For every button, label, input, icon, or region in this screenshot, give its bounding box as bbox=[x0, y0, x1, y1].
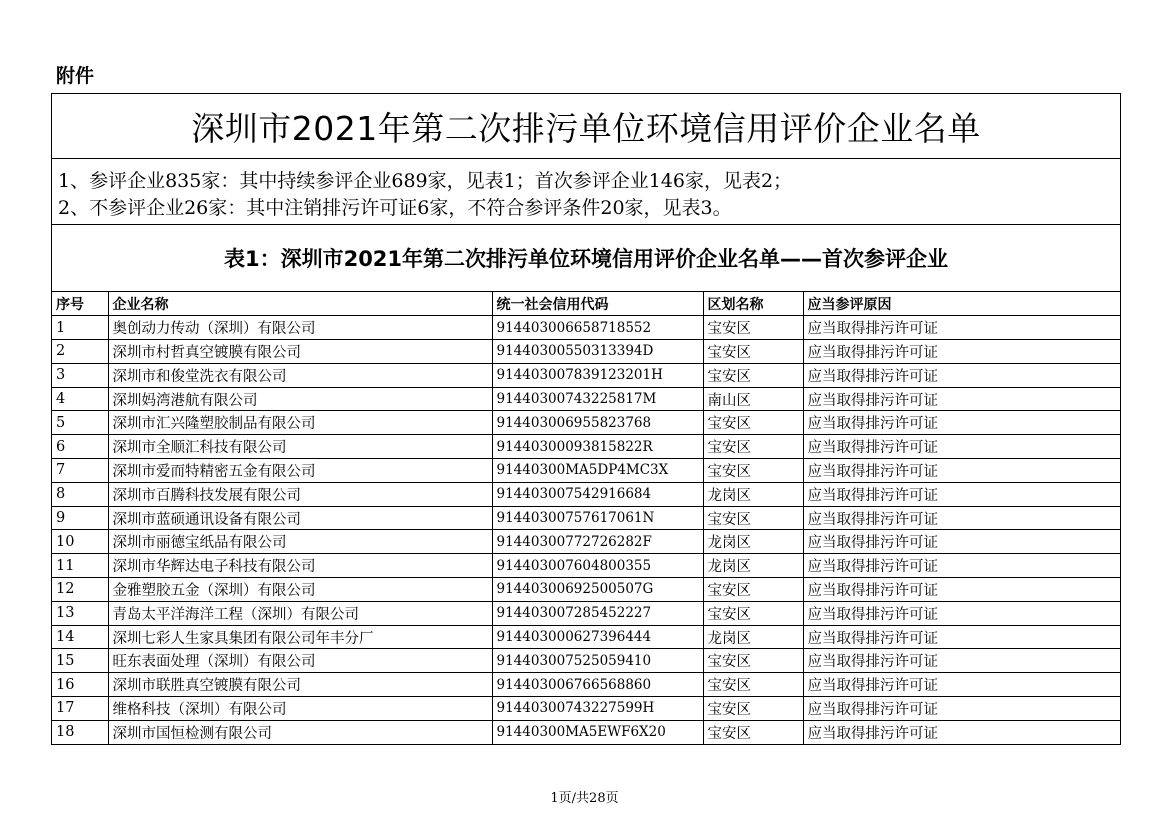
company-name: 金雅塑胶五金（深圳）有限公司 bbox=[108, 578, 492, 602]
reason: 应当取得排污许可证 bbox=[803, 363, 1120, 387]
company-table bbox=[52, 292, 1120, 744]
district: 宝安区 bbox=[703, 578, 803, 602]
district: 宝安区 bbox=[703, 316, 803, 340]
row-index: 4 bbox=[52, 387, 108, 411]
company-name: 深圳七彩人生家具集团有限公司年丰分厂 bbox=[108, 625, 492, 649]
row-index: 15 bbox=[52, 649, 108, 673]
row-index: 7 bbox=[52, 459, 108, 483]
credit-code: 914403007542916684 bbox=[492, 482, 703, 506]
company-name: 维格科技（深圳）有限公司 bbox=[108, 697, 492, 721]
district: 龙岗区 bbox=[703, 530, 803, 554]
credit-code: 91440300093815822R bbox=[492, 435, 703, 459]
district: 龙岗区 bbox=[703, 482, 803, 506]
company-name: 深圳市蓝硕通讯设备有限公司 bbox=[108, 506, 492, 530]
reason: 应当取得排污许可证 bbox=[803, 601, 1120, 625]
reason: 应当取得排污许可证 bbox=[803, 720, 1120, 744]
row-index: 3 bbox=[52, 363, 108, 387]
reason: 应当取得排污许可证 bbox=[803, 340, 1120, 364]
table-row bbox=[52, 673, 1120, 697]
title-box bbox=[52, 94, 1120, 159]
company-name: 深圳市丽德宝纸品有限公司 bbox=[108, 530, 492, 554]
credit-code: 914403007525059410 bbox=[492, 649, 703, 673]
credit-code: 91440300550313394D bbox=[492, 340, 703, 364]
row-index: 11 bbox=[52, 554, 108, 578]
credit-code: 91440300743227599H bbox=[492, 697, 703, 721]
note-line: 1、参评企业835家：其中持续参评企业689家，见表1；首次参评企业146家，见表2； bbox=[58, 170, 793, 192]
row-index: 9 bbox=[52, 506, 108, 530]
table-header-row bbox=[52, 292, 1120, 316]
document-frame bbox=[51, 93, 1121, 745]
table-row bbox=[52, 578, 1120, 602]
row-index: 8 bbox=[52, 482, 108, 506]
table-row bbox=[52, 697, 1120, 721]
row-index: 12 bbox=[52, 578, 108, 602]
credit-code: 914403000627396444 bbox=[492, 625, 703, 649]
credit-code: 914403006766568860 bbox=[492, 673, 703, 697]
column-header-index: 序号 bbox=[52, 292, 108, 316]
credit-code: 91440300743225817M bbox=[492, 387, 703, 411]
table-row bbox=[52, 387, 1120, 411]
company-name: 深圳妈湾港航有限公司 bbox=[108, 387, 492, 411]
company-name: 深圳市爱而特精密五金有限公司 bbox=[108, 459, 492, 483]
notes-block bbox=[52, 159, 1120, 225]
table-row bbox=[52, 649, 1120, 673]
company-name: 深圳市和俊堂洗衣有限公司 bbox=[108, 363, 492, 387]
table-row bbox=[52, 459, 1120, 483]
district: 宝安区 bbox=[703, 720, 803, 744]
district: 宝安区 bbox=[703, 649, 803, 673]
company-name: 奥创动力传动（深圳）有限公司 bbox=[108, 316, 492, 340]
credit-code: 914403006658718552 bbox=[492, 316, 703, 340]
page-title: 深圳市2021年第二次排污单位环境信用评价企业名单 bbox=[191, 108, 981, 148]
column-header-reason: 应当参评原因 bbox=[803, 292, 1120, 316]
note-line: 2、不参评企业26家：其中注销排污许可证6家，不符合参评条件20家，见表3。 bbox=[58, 197, 732, 219]
table-row bbox=[52, 530, 1120, 554]
column-header-company: 企业名称 bbox=[108, 292, 492, 316]
row-index: 17 bbox=[52, 697, 108, 721]
table-row bbox=[52, 601, 1120, 625]
table-row bbox=[52, 411, 1120, 435]
reason: 应当取得排污许可证 bbox=[803, 673, 1120, 697]
company-name: 深圳市汇兴隆塑胶制品有限公司 bbox=[108, 411, 492, 435]
district: 宝安区 bbox=[703, 673, 803, 697]
attachment-label: 附件 bbox=[56, 65, 95, 87]
row-index: 18 bbox=[52, 720, 108, 744]
reason: 应当取得排污许可证 bbox=[803, 578, 1120, 602]
table-body bbox=[52, 316, 1120, 744]
credit-code: 914403006955823768 bbox=[492, 411, 703, 435]
table-row bbox=[52, 554, 1120, 578]
company-name: 深圳市全顺汇科技有限公司 bbox=[108, 435, 492, 459]
page-number: 1页/共28页 bbox=[550, 791, 619, 806]
row-index: 2 bbox=[52, 340, 108, 364]
reason: 应当取得排污许可证 bbox=[803, 411, 1120, 435]
reason: 应当取得排污许可证 bbox=[803, 506, 1120, 530]
table-row bbox=[52, 363, 1120, 387]
company-name: 深圳市百腾科技发展有限公司 bbox=[108, 482, 492, 506]
reason: 应当取得排污许可证 bbox=[803, 530, 1120, 554]
district: 宝安区 bbox=[703, 363, 803, 387]
table-row bbox=[52, 435, 1120, 459]
column-header-credit-code: 统一社会信用代码 bbox=[492, 292, 703, 316]
company-name: 深圳市华辉达电子科技有限公司 bbox=[108, 554, 492, 578]
table-row bbox=[52, 506, 1120, 530]
row-index: 1 bbox=[52, 316, 108, 340]
credit-code: 91440300692500507G bbox=[492, 578, 703, 602]
company-name: 深圳市村哲真空镀膜有限公司 bbox=[108, 340, 492, 364]
district: 南山区 bbox=[703, 387, 803, 411]
credit-code: 91440300MA5DP4MC3X bbox=[492, 459, 703, 483]
company-name: 深圳市国恒检测有限公司 bbox=[108, 720, 492, 744]
district: 龙岗区 bbox=[703, 554, 803, 578]
district: 龙岗区 bbox=[703, 625, 803, 649]
reason: 应当取得排污许可证 bbox=[803, 316, 1120, 340]
reason: 应当取得排污许可证 bbox=[803, 482, 1120, 506]
district: 宝安区 bbox=[703, 601, 803, 625]
credit-code: 91440300772726282F bbox=[492, 530, 703, 554]
credit-code: 91440300757617061N bbox=[492, 506, 703, 530]
company-name: 旺东表面处理（深圳）有限公司 bbox=[108, 649, 492, 673]
reason: 应当取得排污许可证 bbox=[803, 459, 1120, 483]
row-index: 6 bbox=[52, 435, 108, 459]
table-title-box bbox=[52, 225, 1120, 292]
credit-code: 914403007839123201H bbox=[492, 363, 703, 387]
row-index: 10 bbox=[52, 530, 108, 554]
table-row bbox=[52, 340, 1120, 364]
credit-code: 914403007604800355 bbox=[492, 554, 703, 578]
district: 宝安区 bbox=[703, 506, 803, 530]
reason: 应当取得排污许可证 bbox=[803, 649, 1120, 673]
district: 宝安区 bbox=[703, 459, 803, 483]
row-index: 5 bbox=[52, 411, 108, 435]
reason: 应当取得排污许可证 bbox=[803, 625, 1120, 649]
table-row bbox=[52, 316, 1120, 340]
district: 宝安区 bbox=[703, 411, 803, 435]
district: 宝安区 bbox=[703, 697, 803, 721]
row-index: 14 bbox=[52, 625, 108, 649]
reason: 应当取得排污许可证 bbox=[803, 387, 1120, 411]
reason: 应当取得排污许可证 bbox=[803, 697, 1120, 721]
row-index: 16 bbox=[52, 673, 108, 697]
table-row bbox=[52, 720, 1120, 744]
column-header-district: 区划名称 bbox=[703, 292, 803, 316]
district: 宝安区 bbox=[703, 435, 803, 459]
reason: 应当取得排污许可证 bbox=[803, 435, 1120, 459]
company-name: 青岛太平洋海洋工程（深圳）有限公司 bbox=[108, 601, 492, 625]
credit-code: 91440300MA5EWF6X20 bbox=[492, 720, 703, 744]
table-row bbox=[52, 482, 1120, 506]
row-index: 13 bbox=[52, 601, 108, 625]
company-name: 深圳市联胜真空镀膜有限公司 bbox=[108, 673, 492, 697]
credit-code: 914403007285452227 bbox=[492, 601, 703, 625]
district: 宝安区 bbox=[703, 340, 803, 364]
table-title: 表1：深圳市2021年第二次排污单位环境信用评价企业名单——首次参评企业 bbox=[223, 247, 949, 271]
table-row bbox=[52, 625, 1120, 649]
reason: 应当取得排污许可证 bbox=[803, 554, 1120, 578]
